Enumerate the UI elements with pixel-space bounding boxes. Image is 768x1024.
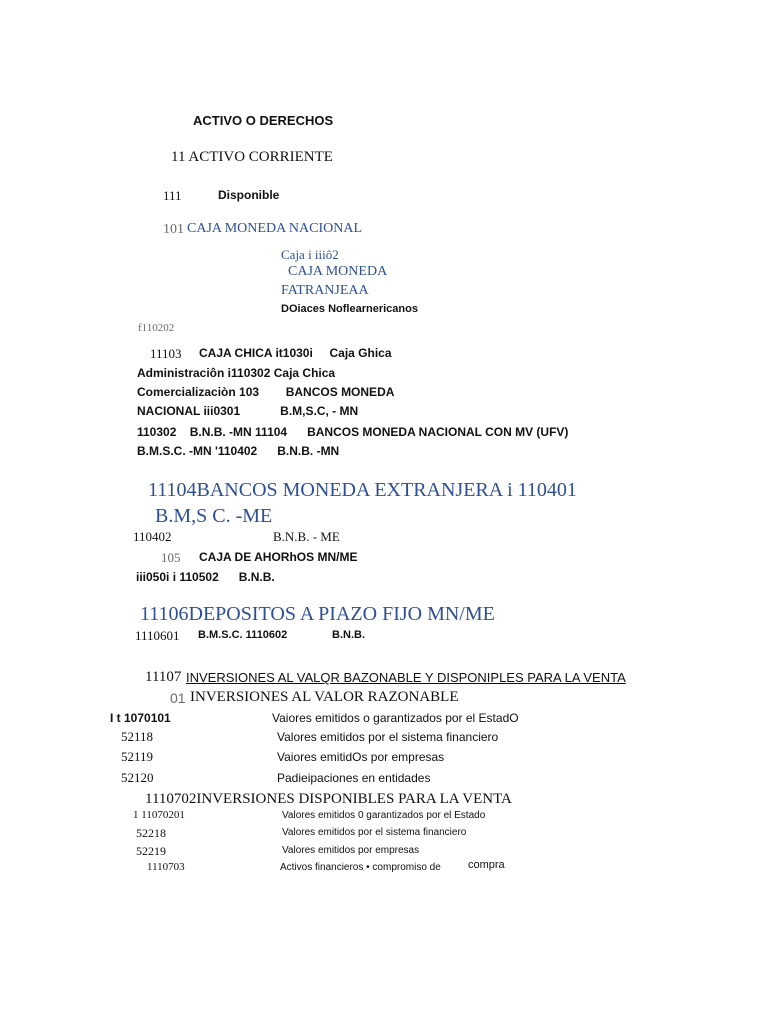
line-caja-code: Caja i iiiô2 [281, 247, 339, 262]
line-52218-code: 52218 [136, 826, 166, 840]
line-101-code: 101 [163, 222, 184, 237]
heading-11107-text: INVERSIONES AL VALQR BAZONABLE Y DISPONIPLES PARA LA VENTA [186, 670, 626, 685]
line-01-code: 01 [170, 690, 186, 706]
line-valores-estado-1: Vaiores emitidos o garantizados por el EstadO [272, 711, 519, 725]
line-compra: compra [468, 859, 505, 871]
line-110302: 110302 B.N.B. -MN 11104 BANCOS MONEDA NACIONAL CON MV (UFV) [137, 425, 569, 439]
line-105-code: 105 [161, 550, 181, 565]
line-52219-code: 52219 [136, 844, 166, 858]
line-doiaces: DOiaces Noflearnericanos [281, 303, 418, 315]
line-caja-chica: CAJA CHICA it1030i Caja Ghica [199, 346, 392, 360]
heading-11104: 11104BANCOS MONEDA EXTRANJERA i 110401 [148, 479, 577, 501]
line-11103-code: 11103 [150, 346, 182, 361]
line-bmsc-mn: B.M.S.C. -MN '110402 B.N.B. -MN [137, 444, 340, 458]
line-f110202: f110202 [138, 322, 175, 334]
line-1110703-code: 1110703 [147, 861, 185, 873]
line-111-code: 111 [163, 188, 182, 203]
line-1110601-code: 1110601 [135, 628, 180, 643]
line-caja-ahorros: CAJA DE AHORhOS MN/ME [199, 550, 358, 564]
line-52118-code: 52118 [121, 729, 154, 744]
heading-11107-code: 11107 [145, 669, 182, 685]
line-padieipaciones: Padieipaciones en entidades [277, 771, 431, 785]
line-fatranjeaa: FATRANJEAA [281, 283, 369, 298]
line-activo-corriente: 11 ACTIVO CORRIENTE [171, 149, 333, 165]
line-valores-sistema-2: Valores emitidos por el sistema financiero [282, 827, 467, 838]
line-activos-financieros: Activos financieros • compromiso de [280, 862, 441, 873]
line-52119-code: 52119 [121, 749, 154, 764]
line-valores-estado-2: Valores emitidos 0 garantizados por el Estado [282, 810, 486, 821]
line-bmsc-1110602: B.M.S.C. 1110602 [198, 629, 288, 641]
line-bnb: B.N.B. [332, 629, 365, 641]
line-it1070101-code: I t 1070101 [110, 711, 171, 725]
line-inversiones-valor-razonable: INVERSIONES AL VALOR RAZONABLE [190, 689, 459, 705]
line-caja-moneda-nacional: CAJA MONEDA NACIONAL [187, 221, 363, 236]
line-caja-moneda: CAJA MONEDA [288, 264, 388, 279]
document-title: ACTIVO O DERECHOS [193, 113, 334, 128]
line-110402-code: 110402 [133, 529, 172, 544]
line-bms-me: B.M,S C. -ME [155, 505, 273, 527]
line-52120-code: 52120 [121, 770, 154, 785]
line-valores-empresas-1: Vaiores emitidOs por empresas [277, 750, 445, 764]
heading-1110702: 1110702INVERSIONES DISPONIBLES PARA LA VENTA [145, 791, 512, 807]
line-comercializacion: Comercializaciòn 103 BANCOS MONEDA [137, 385, 395, 399]
line-disponible: Disponible [218, 188, 280, 202]
line-administracion: Administraciôn i110302 Caja Chica [137, 366, 336, 380]
line-bnb-me: B.N.B. - ME [273, 529, 340, 544]
heading-11106: 11106DEPOSITOS A PIAZO FIJO MN/ME [140, 603, 495, 625]
line-1-11070201-code: 1 11070201 [133, 809, 185, 821]
line-valores-empresas-2: Valores emitidos por empresas [282, 845, 420, 856]
line-nacional: NACIONAL iii0301 B.M,S.C, - MN [137, 404, 359, 418]
line-iii050i: iii050i i 110502 B.N.B. [136, 570, 275, 584]
line-valores-sistema-1: Valores emitidos por el sistema financiero [277, 730, 499, 744]
